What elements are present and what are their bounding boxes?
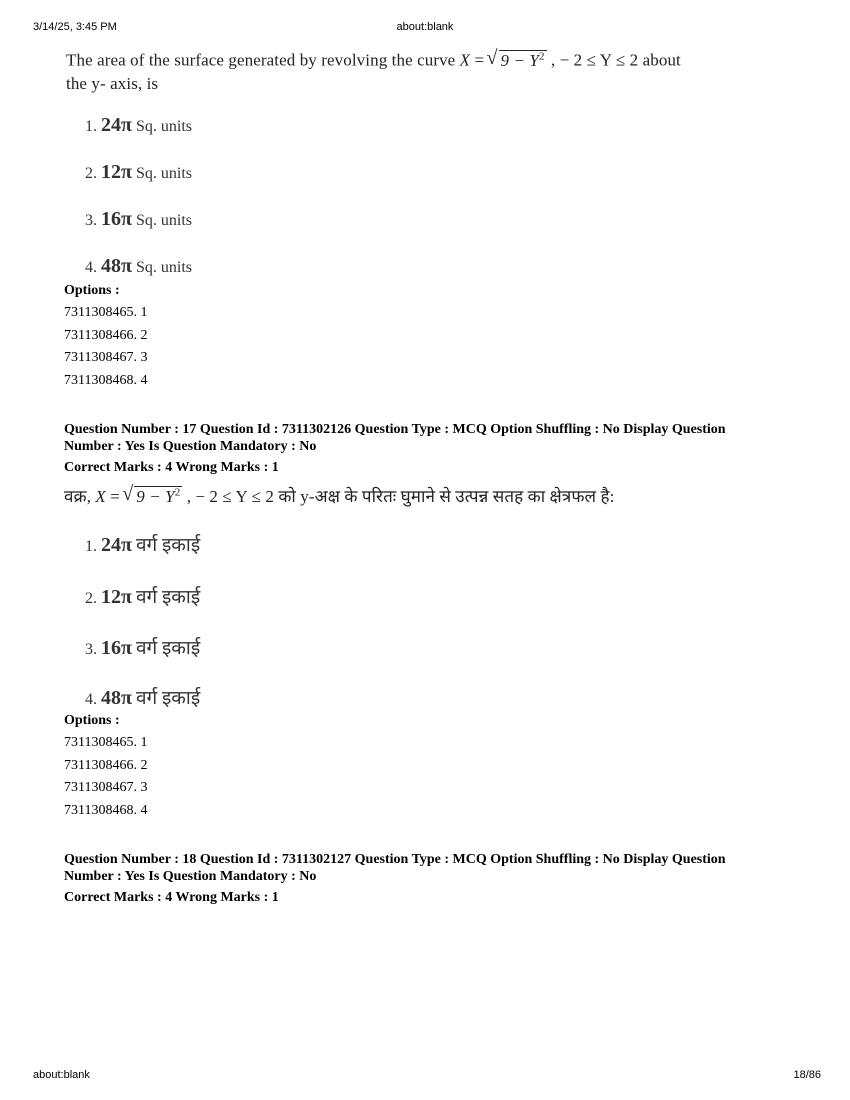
q17-options-label: Options :	[64, 713, 120, 728]
q16-image-option-4: 4. 48π Sq. units	[85, 255, 192, 277]
q17-marks: Correct Marks : 4 Wrong Marks : 1	[64, 460, 279, 475]
q17-option-id-3: 7311308467. 3	[64, 780, 148, 795]
q16-image-option-2: 2. 12π Sq. units	[85, 161, 192, 183]
print-datetime: 3/14/25, 3:45 PM	[33, 21, 117, 33]
print-title: about:blank	[396, 21, 454, 33]
print-footer-url: about:blank	[33, 1069, 90, 1081]
q16-option-id-1: 7311308465. 1	[64, 305, 148, 320]
q16-option-id-2: 7311308466. 2	[64, 328, 148, 343]
q16-image-option-3: 3. 16π Sq. units	[85, 208, 192, 230]
q16-options-label: Options :	[64, 283, 120, 298]
q17-option-id-4: 7311308468. 4	[64, 803, 148, 818]
q17-image-option-2: 2. 12π वर्ग इकाई	[85, 586, 201, 608]
q16-option-id-4: 7311308468. 4	[64, 373, 148, 388]
q17-option-id-1: 7311308465. 1	[64, 735, 148, 750]
sqrt-symbol: √ $9 - Y^2$	[124, 486, 182, 507]
q17-image-option-3: 3. 16π वर्ग इकाई	[85, 637, 201, 659]
q17-meta: Question Number : 17 Question Id : 7311302126 Question Type : MCQ Option Shuffling : No Display Question Number : Yes Is Question Mandatory : No	[64, 422, 726, 454]
question-16-text: The area of the surface generated by revolving the curve X = √ $9 - Y^2$ , − 2 ≤ Y ≤ 2 about	[66, 50, 681, 71]
sqrt-symbol: √ $9 - Y^2$	[489, 50, 547, 71]
print-page-number: 18/86	[793, 1069, 821, 1081]
q17-option-id-2: 7311308466. 2	[64, 758, 148, 773]
question-16-text-line2: the y- axis, is	[66, 74, 159, 93]
q18-marks: Correct Marks : 4 Wrong Marks : 1	[64, 890, 279, 905]
question-17-text: वक्र, X = √ $9 - Y^2$ , − 2 ≤ Y ≤ 2 को y-अक्ष के परितः घुमाने से उत्पन्न सतह का क्षेत्रफल है:	[64, 484, 614, 507]
q18-meta: Question Number : 18 Question Id : 7311302127 Question Type : MCQ Option Shuffling : No Display Question Number : Yes Is Question Mandatory : No	[64, 852, 726, 884]
q17-image-option-1: 1. 24π वर्ग इकाई	[85, 534, 201, 556]
q16-option-id-3: 7311308467. 3	[64, 350, 148, 365]
q17-image-option-4: 4. 48π वर्ग इकाई	[85, 687, 201, 709]
q16-image-option-1: 1. 24π Sq. units	[85, 114, 192, 136]
